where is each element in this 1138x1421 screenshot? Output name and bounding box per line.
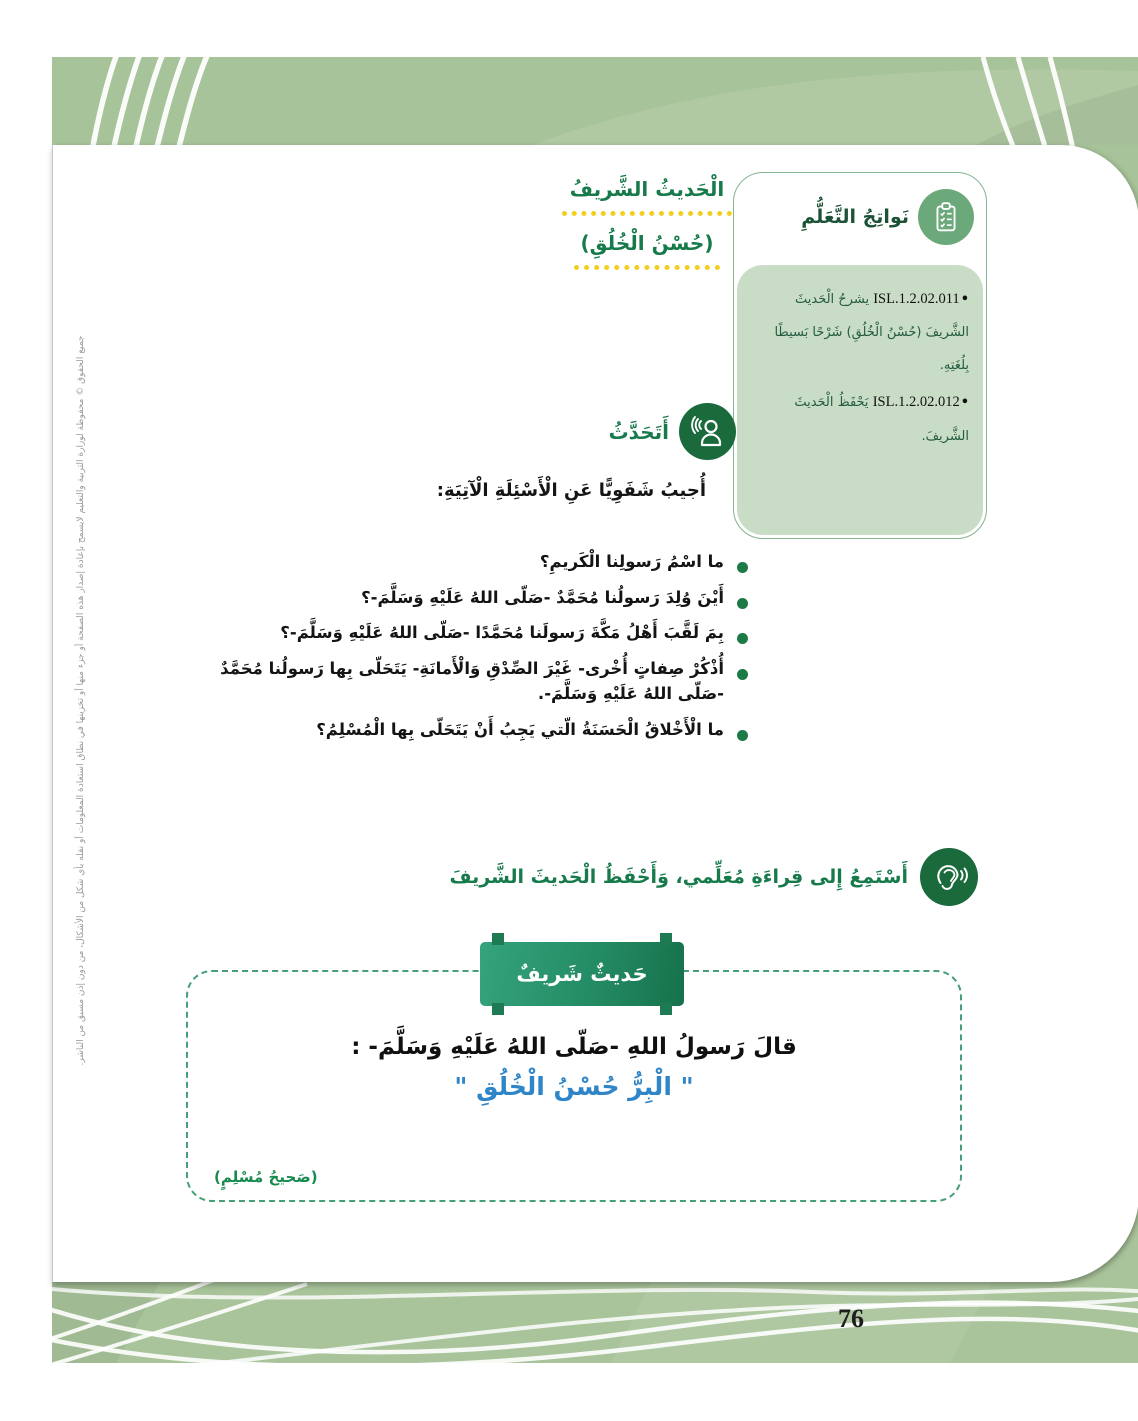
speak-prompt: أُجيبُ شَفَوِيًّا عَنِ الْأَسْئِلَةِ الْآتِيَةِ: — [436, 480, 706, 501]
outcome-text: يَحْفَظُ الْحَديثَ الشَّريفَ. — [794, 395, 969, 444]
learning-outcomes-title: نَواتِجُ التَّعَلُّمِ — [801, 206, 909, 228]
footer-band — [52, 1282, 1138, 1363]
speak-section-header — [560, 403, 736, 460]
footer-band-decoration — [52, 1282, 1138, 1363]
yellow-dotted-underline — [562, 211, 732, 216]
copyright-notice: جميع الحقوق © محفوظة لوزارة التربية والتعليم لايسمح بإعادة إصدار هذه الصفحة أو جزء منها أو تخزينها في نطاق استعادة المعلومات أو نقله بأي شكل من الأشكال، من دون إذن مسبق من الناشر. — [76, 335, 86, 1066]
question-item: أُذْكُرْ صِفاتٍ أُخْرى- غَيْرَ الصِّدْقِ وَالْأَمانَةِ- يَتَحَلّى بِها رَسولُنا مُحَمَّدٌ -صَلّى اللهُ عَلَيْهِ وَسَلَّمَ-. — [188, 656, 750, 707]
learning-outcomes-header — [734, 173, 986, 245]
question-item: أَيْنَ وُلِدَ رَسولُنا مُحَمَّدٌ -صَلّى اللهُ عَلَيْهِ وَسَلَّمَ-؟ — [188, 585, 750, 611]
question-item: ما اسْمُ رَسولِنا الْكَريمِ؟ — [188, 549, 750, 575]
outcome-code: ISL.1.2.02.012 — [872, 394, 960, 411]
lesson-subtitle: (حُسْنُ الْخُلُقِ) — [580, 231, 714, 255]
learning-outcomes-panel — [737, 265, 983, 535]
outcome-bullet — [960, 395, 969, 410]
yellow-dotted-underline — [574, 265, 720, 270]
hadith-badge — [480, 942, 684, 1006]
hadith-box — [186, 962, 962, 1202]
listen-instruction: أَسْتَمِعُ إِلى قِراءَةِ مُعَلِّمي، وَأَحْفَظُ الْحَديثَ الشَّريفَ — [449, 866, 908, 888]
question-list — [188, 549, 750, 752]
outcome-text: يشرحُ الْحَديثَ الشَّريفَ (حُسْنُ الْخُلُقِ) شَرْحًا بَسيطًا بِلُغَتِهِ. — [774, 292, 969, 373]
hadith-badge-label: حَديثٌ شَريفٌ — [516, 962, 648, 986]
lesson-title: الْحَديثُ الشَّريفُ — [569, 177, 725, 201]
listening-ear-icon — [920, 848, 978, 906]
hadith-intro: قالَ رَسولُ اللهِ -صَلّى اللهُ عَلَيْهِ وَسَلَّمَ- : — [351, 1034, 797, 1060]
question-item: ما الْأَخْلاقُ الْحَسَنَةُ الّتي يَجِبُ أَنْ يَتَحَلّى بِها الْمُسْلِمُ؟ — [188, 717, 750, 743]
badge-notch — [660, 933, 672, 945]
badge-notch — [492, 1003, 504, 1015]
hadith-source: (صَحيحُ مُسْلِمٍ) — [214, 1168, 318, 1186]
listen-section-header — [449, 848, 978, 906]
lesson-title-block — [560, 176, 734, 270]
outcome-item — [751, 281, 969, 382]
clipboard-checklist-icon — [918, 189, 974, 245]
outcome-item — [751, 384, 969, 453]
hadith-text: " الْبِرُّ حُسْنُ الْخُلُقِ " — [454, 1072, 694, 1101]
question-item: بِمَ لَقَّبَ أَهْلُ مَكَّةَ رَسولَنا مُحَمَّدًا -صَلّى اللهُ عَلَيْهِ وَسَلَّمَ-؟ — [188, 620, 750, 646]
outcome-bullet — [960, 292, 969, 307]
badge-notch — [660, 1003, 672, 1015]
outcome-code: ISL.1.2.02.011 — [873, 291, 960, 307]
page-number: 76 — [838, 1304, 864, 1333]
speak-section-label: أَتَحَدَّثُ — [608, 419, 669, 444]
learning-outcomes-card — [733, 172, 987, 539]
badge-notch — [492, 933, 504, 945]
speaking-person-icon — [679, 403, 736, 460]
